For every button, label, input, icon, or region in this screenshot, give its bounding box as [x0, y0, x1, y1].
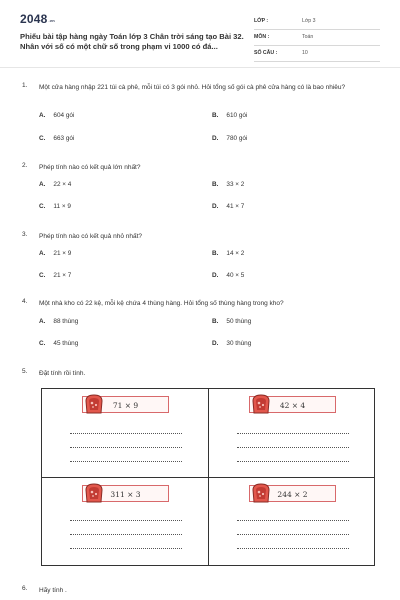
option-text: 30 thùng: [226, 340, 252, 347]
question-number: 2.: [22, 162, 28, 169]
meta-label: LỚP :: [254, 18, 269, 24]
meta-label: SỐ CÂU :: [254, 50, 278, 56]
option-c[interactable]: [39, 272, 71, 279]
meta-value: Toán: [302, 34, 314, 40]
question-text: Phép tính nào có kết quả lớn nhất?: [39, 164, 141, 171]
calc-cell-2: [209, 389, 375, 477]
calc-cell-1: [42, 389, 208, 477]
option-text: 663 gói: [53, 135, 75, 142]
question-text: Đặt tính rồi tính.: [39, 370, 86, 377]
question-text: Phép tính nào có kết quả nhỏ nhất?: [39, 233, 143, 240]
option-text: 22 × 4: [53, 181, 72, 188]
option-letter: D.: [212, 340, 219, 347]
answer-line[interactable]: [70, 534, 182, 535]
option-letter: A.: [39, 250, 46, 257]
worksheet-title: Phiếu bài tập hàng ngày Toán lớp 3 Chân trời sáng tạo Bài 32. Nhân với số có một chữ số trong phạm vi 1000 có đá...: [20, 32, 244, 51]
expression-text: 311 × 3: [110, 490, 141, 499]
option-letter: B.: [212, 112, 219, 119]
option-c[interactable]: [39, 135, 74, 142]
answer-line[interactable]: [237, 520, 349, 521]
option-letter: D.: [212, 203, 219, 210]
option-text: 40 × 5: [226, 272, 245, 279]
option-letter: A.: [39, 181, 46, 188]
worksheet-meta: [254, 15, 380, 63]
option-d[interactable]: [212, 340, 251, 347]
worksheet-header: [20, 12, 382, 60]
option-c[interactable]: [39, 340, 78, 347]
option-a[interactable]: [39, 112, 74, 119]
answer-line[interactable]: [70, 447, 182, 448]
option-b[interactable]: [212, 318, 251, 325]
answer-line[interactable]: [237, 433, 349, 434]
answer-line[interactable]: [237, 548, 349, 549]
option-letter: C.: [39, 272, 46, 279]
option-a[interactable]: [39, 318, 78, 325]
option-text: 11 × 9: [53, 203, 71, 210]
answer-line[interactable]: [70, 520, 182, 521]
option-text: 88 thùng: [53, 318, 79, 325]
question-number: 6.: [22, 585, 28, 592]
question-number: 5.: [22, 368, 28, 375]
option-text: 21 × 7: [53, 272, 72, 279]
option-d[interactable]: [212, 135, 247, 142]
option-d[interactable]: [212, 272, 244, 279]
meta-row-subject: [254, 31, 380, 46]
option-letter: D.: [212, 135, 219, 142]
jam-toast-icon: [249, 392, 273, 416]
calc-cell-3: [42, 478, 208, 566]
site-logo[interactable]: [20, 12, 55, 26]
option-text: 780 gói: [226, 135, 248, 142]
meta-label: MÔN :: [254, 34, 270, 40]
answer-line[interactable]: [237, 461, 349, 462]
option-d[interactable]: [212, 203, 244, 210]
answer-line[interactable]: [237, 447, 349, 448]
question-text: Một cửa hàng nhập 221 túi cà phê, mỗi túi có 3 gói nhỏ. Hỏi tổng số gói cà phê cửa hàng có là bao nhiêu?: [39, 84, 346, 91]
meta-value: Lớp 3: [302, 18, 316, 24]
expression-text: 42 × 4: [279, 401, 306, 410]
option-letter: A.: [39, 112, 46, 119]
question-number: 1.: [22, 82, 28, 89]
option-text: 604 gói: [53, 112, 75, 119]
option-text: 14 × 2: [226, 250, 245, 257]
logo-text: 2048: [20, 12, 48, 26]
answer-line[interactable]: [237, 534, 349, 535]
option-text: 45 thùng: [53, 340, 79, 347]
question-number: 4.: [22, 298, 28, 305]
option-a[interactable]: [39, 181, 71, 188]
answer-line[interactable]: [70, 461, 182, 462]
meta-value: 10: [302, 50, 308, 56]
option-letter: B.: [212, 318, 219, 325]
option-text: 610 gói: [226, 112, 248, 119]
option-letter: D.: [212, 272, 219, 279]
answer-line[interactable]: [70, 433, 182, 434]
option-letter: B.: [212, 181, 219, 188]
option-b[interactable]: [212, 181, 244, 188]
option-letter: B.: [212, 250, 219, 257]
option-text: 50 thùng: [226, 318, 252, 325]
option-letter: C.: [39, 340, 46, 347]
question-text: Hãy tính .: [39, 587, 67, 594]
option-letter: A.: [39, 318, 46, 325]
calculation-table: [41, 388, 375, 566]
option-b[interactable]: [212, 112, 247, 119]
option-text: 21 × 9: [53, 250, 72, 257]
jam-toast-icon: [82, 481, 106, 505]
question-text: Một nhà kho có 22 kệ, mỗi kệ chứa 4 thùng hàng. Hỏi tổng số thùng hàng trong kho?: [39, 300, 284, 307]
header-divider: [0, 67, 400, 68]
meta-row-question-count: [254, 47, 380, 62]
logo-domain: .vn: [48, 18, 55, 23]
option-text: 33 × 2: [226, 181, 245, 188]
jam-toast-icon: [249, 481, 273, 505]
meta-row-class: [254, 15, 380, 30]
jam-toast-icon: [82, 392, 106, 416]
calc-cell-4: [209, 478, 375, 566]
option-letter: C.: [39, 135, 46, 142]
expression-text: 244 × 2: [277, 490, 308, 499]
answer-line[interactable]: [70, 548, 182, 549]
expression-text: 71 × 9: [112, 401, 139, 410]
option-a[interactable]: [39, 250, 71, 257]
option-text: 41 × 7: [226, 203, 245, 210]
question-number: 3.: [22, 231, 28, 238]
option-c[interactable]: [39, 203, 71, 210]
option-letter: C.: [39, 203, 46, 210]
option-b[interactable]: [212, 250, 244, 257]
